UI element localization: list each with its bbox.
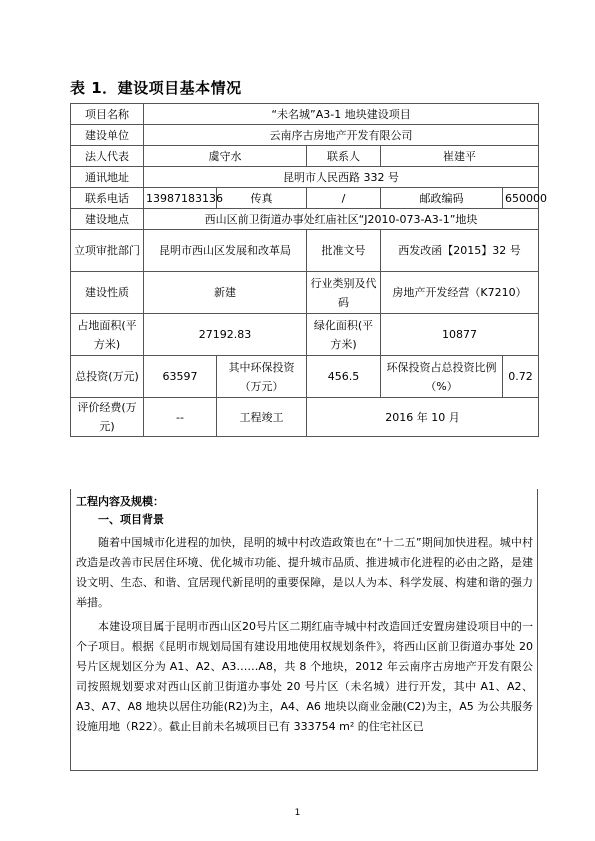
industry-label: 行业类别及代码 (307, 272, 381, 314)
table-row (71, 125, 539, 146)
site-label: 建设地点 (71, 209, 144, 230)
postcode-value: 650000 (503, 188, 539, 209)
postcode-label: 邮政编码 (381, 188, 503, 209)
approval-dept-label: 立项审批部门 (71, 230, 144, 272)
area-value: 27192.83 (144, 314, 307, 356)
phone-value: 13987183136 (144, 188, 217, 209)
fax-label: 传真 (217, 188, 307, 209)
env-ratio-value: 0.72 (503, 356, 539, 398)
legal-rep-value: 虞守水 (144, 146, 307, 167)
project-name-label: 项目名称 (71, 104, 144, 125)
approval-no-value: 西发改函【2015】32 号 (381, 230, 539, 272)
paragraph-project: 本建设项目属于昆明市西山区20号片区二期红庙寺城中村改造回迁安置房建设项目中的一个子项目。根据《昆明市规划局国有建设用地使用权规划条件》，将西山区前卫街道办事处 20 号片区规划区分为 A1、A2、A3……A8，共 8 个地块，2012 年云南序古房地产开发有限公司按照规划要求对西山区前卫街道办事处 20 号片区（未名城）进行开发，其中 A1、A2、A3、A7、A8 地块以居住功能(R2)为主，A4、A6 地块以商业金融(C2)为主，A5 为公共服务设施用地（R22）。截止目前未名城项目已有 333754 m² 的住宅社区已 (76, 620, 533, 733)
site-value: 西山区前卫街道办事处红庙社区“J2010-073-A3-1”地块 (144, 209, 539, 230)
env-invest-label: 其中环保投资（万元） (217, 356, 307, 398)
table-row (71, 146, 539, 167)
table-row (71, 188, 539, 209)
page-title: 表 1．建设项目基本情况 (70, 79, 242, 97)
table-row (71, 209, 539, 230)
eval-fee-label: 评价经费(万元) (71, 398, 144, 437)
invest-label: 总投资(万元) (71, 356, 144, 398)
contact-label: 联系人 (307, 146, 381, 167)
green-label: 绿化面积(平方米) (307, 314, 381, 356)
green-value: 10877 (381, 314, 539, 356)
eval-fee-value: -- (144, 398, 217, 437)
table-row (71, 167, 539, 188)
completion-label: 工程竣工 (217, 398, 307, 437)
table-row (71, 356, 539, 398)
nature-label: 建设性质 (71, 272, 144, 314)
page-number: 1 (294, 808, 301, 818)
project-name-value: “未名城”A3-1 地块建设项目 (144, 104, 539, 125)
builder-value: 云南序古房地产开发有限公司 (144, 125, 539, 146)
env-invest-value: 456.5 (307, 356, 381, 398)
invest-value: 63597 (144, 356, 217, 398)
builder-label: 建设单位 (71, 125, 144, 146)
env-ratio-label: 环保投资占总投资比例（%） (381, 356, 503, 398)
table-row (71, 104, 539, 125)
project-content-box (70, 489, 538, 771)
area-label: 占地面积(平方米) (71, 314, 144, 356)
address-value: 昆明市人民西路 332 号 (144, 167, 539, 188)
approval-dept-value: 昆明市西山区发展和改革局 (144, 230, 307, 272)
table-row (71, 230, 539, 272)
legal-rep-label: 法人代表 (71, 146, 144, 167)
approval-no-label: 批准文号 (307, 230, 381, 272)
nature-value: 新建 (144, 272, 307, 314)
section-heading: 一、项目背景 (98, 513, 164, 526)
table-row (71, 314, 539, 356)
paragraph-background: 随着中国城市化进程的加快，昆明的城中村改造政策也在“十二五”期间加快进程。城中村改造是改善市民居住环境、优化城市功能、提升城市品质、推进城市化进程的必由之路，是建设文明、生态、和谐、宜居现代新昆明的重要保障，是以人为本、科学发展、构建和谐的强力举措。 (76, 536, 533, 609)
contact-value: 崔建平 (381, 146, 539, 167)
table-row (71, 398, 539, 437)
completion-value: 2016 年 10 月 (307, 398, 539, 437)
table-row (71, 272, 539, 314)
fax-value: / (307, 188, 381, 209)
phone-label: 联系电话 (71, 188, 144, 209)
industry-value: 房地产开发经营（K7210） (381, 272, 539, 314)
address-label: 通讯地址 (71, 167, 144, 188)
content-heading: 工程内容及规模： (76, 495, 164, 508)
project-info-table (70, 103, 547, 437)
